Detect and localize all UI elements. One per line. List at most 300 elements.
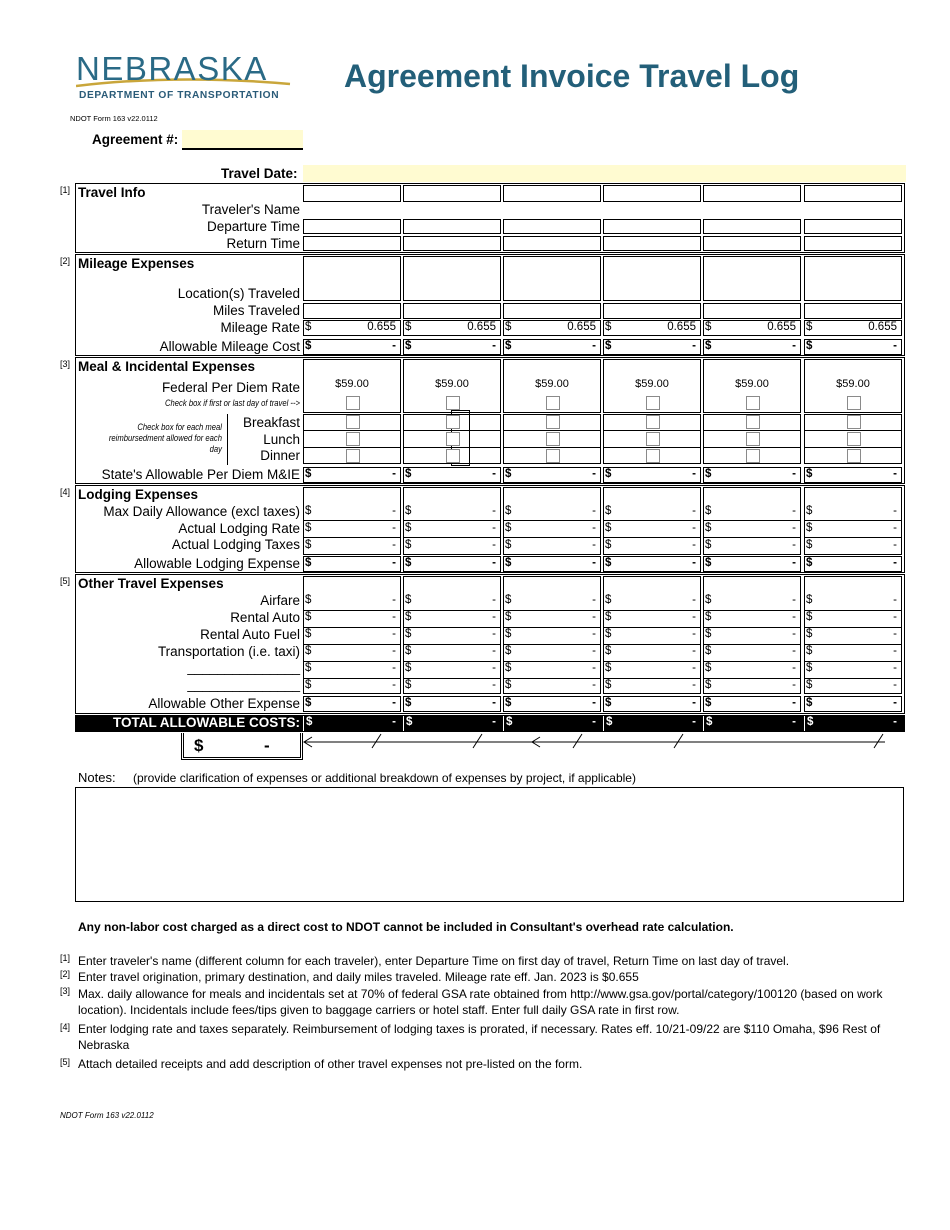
- amount-value: -: [692, 645, 696, 657]
- col3-mileage-rate: [503, 321, 601, 335]
- row-divider: [503, 610, 601, 611]
- amount-value: -: [492, 468, 496, 480]
- col2-state-allowable-per-diem-amount: [403, 468, 501, 482]
- col3-allowable-lodging-amount: [503, 557, 601, 571]
- currency-symbol: $: [806, 340, 813, 352]
- col3-rental-fuel: [503, 628, 601, 642]
- col1-locations-cell[interactable]: [303, 256, 401, 301]
- col1-total-amount: [303, 716, 401, 731]
- amount-value: -: [893, 468, 897, 480]
- currency-symbol: $: [505, 321, 512, 333]
- amount-value: -: [492, 539, 496, 551]
- col2-breakfast-checkbox[interactable]: [446, 415, 460, 429]
- col5-mileage-rate: [703, 321, 801, 335]
- col2-first-last-day-checkbox[interactable]: [446, 396, 460, 410]
- amount-value: -: [792, 662, 796, 674]
- row-divider: [303, 430, 401, 431]
- currency-symbol: $: [705, 628, 712, 640]
- fn-ref-1: [1]: [60, 185, 71, 195]
- col6-lodging-rate: [804, 522, 902, 536]
- amount-value: -: [392, 522, 396, 534]
- col6-miles-cell[interactable]: [804, 303, 902, 319]
- col3-return-time-cell[interactable]: [503, 236, 601, 251]
- currency-symbol: $: [705, 522, 712, 534]
- col2-per-diem-rate: $59.00: [435, 378, 469, 390]
- footer-form-id: NDOT Form 163 v22.0112: [60, 1111, 154, 1120]
- currency-symbol: $: [505, 340, 512, 352]
- amount-value: -: [592, 594, 596, 606]
- col4-miles-cell[interactable]: [603, 303, 701, 319]
- currency-symbol: $: [405, 697, 412, 709]
- col3-other-2: [503, 679, 601, 693]
- col3-travelers-name-cell[interactable]: [503, 185, 601, 202]
- amount-value: -: [392, 557, 396, 569]
- amount-value: -: [792, 468, 796, 480]
- row-divider: [603, 447, 701, 448]
- col5-locations-cell[interactable]: [703, 256, 801, 301]
- amount-value: -: [893, 505, 897, 517]
- col1-max-daily-allowance: [303, 505, 401, 519]
- amount-value: -: [592, 522, 596, 534]
- col6-airfare: [804, 594, 902, 608]
- col2-miles-cell[interactable]: [403, 303, 501, 319]
- col4-departure-time-cell[interactable]: [603, 219, 701, 234]
- col3-locations-cell[interactable]: [503, 256, 601, 301]
- amount-value: -: [492, 628, 496, 640]
- currency-symbol: $: [605, 594, 612, 606]
- col4-first-last-day-checkbox[interactable]: [646, 396, 660, 410]
- col1-breakfast-checkbox[interactable]: [346, 415, 360, 429]
- amount-value: -: [392, 697, 396, 709]
- agreement-number-input[interactable]: [182, 130, 303, 150]
- col2-locations-cell[interactable]: [403, 256, 501, 301]
- amount-value: -: [692, 539, 696, 551]
- col5-rental-fuel: [703, 628, 801, 642]
- label-allowable-lodging: Allowable Lodging Expense: [134, 556, 300, 571]
- row-divider: [804, 520, 902, 521]
- col2-rental-fuel: [403, 628, 501, 642]
- col5-allowable-mileage-amount: [703, 340, 801, 354]
- col2-travelers-name-cell[interactable]: [403, 185, 501, 202]
- currency-symbol: $: [705, 679, 712, 691]
- col1-departure-time-cell[interactable]: [303, 219, 401, 234]
- amount-value: -: [893, 662, 897, 674]
- currency-symbol: $: [505, 662, 512, 674]
- label-mileage-rate: Mileage Rate: [220, 320, 300, 335]
- currency-symbol: $: [305, 522, 312, 534]
- currency-symbol: $: [305, 645, 312, 657]
- col5-max-daily-allowance: [703, 505, 801, 519]
- footnote-1-text: Enter traveler's name (different column for each traveler), enter Departure Time on first day of travel, Return Time on last day of travel.: [78, 954, 790, 968]
- col3-departure-time-cell[interactable]: [503, 219, 601, 234]
- row-divider: [403, 661, 501, 662]
- amount-value: -: [893, 594, 897, 606]
- currency-symbol: $: [705, 468, 712, 480]
- amount-value: -: [492, 557, 496, 569]
- row-divider: [804, 678, 902, 679]
- col2-lunch-checkbox[interactable]: [446, 432, 460, 446]
- row-divider: [303, 447, 401, 448]
- col2-mileage-rate: [403, 321, 501, 335]
- amount-value: -: [492, 611, 496, 623]
- currency-symbol: $: [405, 611, 412, 623]
- col3-airfare: [503, 594, 601, 608]
- col1-return-time-cell[interactable]: [303, 236, 401, 251]
- currency-symbol: $: [705, 611, 712, 623]
- col3-miles-cell[interactable]: [503, 303, 601, 319]
- amount-value: -: [592, 628, 596, 640]
- amount-value: -: [492, 679, 496, 691]
- col3-max-daily-allowance: [503, 505, 601, 519]
- col5-allowable-other-amount: [703, 697, 801, 711]
- currency-symbol: $: [705, 645, 712, 657]
- currency-symbol: $: [705, 539, 712, 551]
- currency-symbol: $: [305, 539, 312, 551]
- currency-symbol: $: [505, 628, 512, 640]
- currency-symbol: $: [605, 697, 612, 709]
- col1-airfare: [303, 594, 401, 608]
- col5-state-allowable-per-diem-amount: [703, 468, 801, 482]
- currency-symbol: $: [305, 611, 312, 623]
- row-divider: [603, 644, 701, 645]
- amount-value: -: [592, 557, 596, 569]
- col5-return-time-cell[interactable]: [703, 236, 801, 251]
- amount-value: -: [392, 628, 396, 640]
- col6-lunch-checkbox[interactable]: [847, 432, 861, 446]
- meal-divider: [227, 414, 228, 465]
- currency-symbol: $: [505, 557, 512, 569]
- row-divider: [603, 610, 701, 611]
- amount-value: -: [592, 645, 596, 657]
- logo-word: NEBRASKA: [76, 50, 268, 87]
- col2-transportation: [403, 645, 501, 659]
- amount-value: -: [792, 594, 796, 606]
- row-divider: [303, 520, 401, 521]
- col3-other-1: [503, 662, 601, 676]
- col2-return-time-cell[interactable]: [403, 236, 501, 251]
- row-divider: [303, 644, 401, 645]
- currency-symbol: $: [806, 697, 813, 709]
- col5-per-diem-rate: $59.00: [735, 378, 769, 390]
- label-dinner: Dinner: [260, 448, 300, 463]
- label-lunch: Lunch: [263, 432, 300, 447]
- currency-symbol: $: [606, 716, 613, 728]
- col5-lunch-checkbox[interactable]: [746, 432, 760, 446]
- currency-symbol: $: [705, 321, 712, 333]
- amount-value: -: [392, 662, 396, 674]
- notes-hint: (provide clarification of expenses or additional breakdown of expenses by project, if applicable): [133, 771, 636, 785]
- currency-symbol: $: [705, 662, 712, 674]
- col4-other-1: [603, 662, 701, 676]
- row-divider: [503, 661, 601, 662]
- col5-breakfast-checkbox[interactable]: [746, 415, 760, 429]
- col3-dinner-checkbox[interactable]: [546, 449, 560, 463]
- row-divider: [503, 627, 601, 628]
- amount-value: -: [792, 557, 796, 569]
- currency-symbol: $: [405, 468, 412, 480]
- col4-breakfast-checkbox[interactable]: [646, 415, 660, 429]
- col4-other-2: [603, 679, 701, 693]
- col5-lodging-taxes: [703, 539, 801, 553]
- label-state-allowable-per-diem: State's Allowable Per Diem M&IE: [101, 467, 300, 482]
- row-divider: [703, 678, 801, 679]
- amount-value: -: [792, 539, 796, 551]
- currency-symbol: $: [806, 557, 813, 569]
- amount-value: -: [692, 340, 696, 352]
- currency-symbol: $: [806, 468, 813, 480]
- col1-rental-fuel: [303, 628, 401, 642]
- label-locations: Location(s) Traveled: [177, 286, 300, 301]
- currency-symbol: $: [406, 716, 413, 728]
- amount-value: -: [893, 697, 897, 709]
- amount-value: -: [893, 539, 897, 551]
- col2-dinner-checkbox[interactable]: [446, 449, 460, 463]
- col5-lodging-rate: [703, 522, 801, 536]
- col3-first-last-day-checkbox[interactable]: [546, 396, 560, 410]
- col1-miles-cell[interactable]: [303, 303, 401, 319]
- amount-value: -: [392, 505, 396, 517]
- currency-symbol: $: [505, 539, 512, 551]
- label-lodging-taxes: Actual Lodging Taxes: [171, 537, 300, 552]
- row-divider: [703, 537, 801, 538]
- col4-mileage-rate: [603, 321, 701, 335]
- amount-value: -: [592, 662, 596, 674]
- amount-value: -: [792, 716, 796, 728]
- label-rental-fuel: Rental Auto Fuel: [200, 627, 300, 642]
- col6-departure-time-cell[interactable]: [804, 219, 902, 234]
- agreement-label: Agreement #:: [92, 132, 179, 147]
- currency-symbol: $: [505, 468, 512, 480]
- col6-first-last-day-checkbox[interactable]: [847, 396, 861, 410]
- amount-value: -: [792, 645, 796, 657]
- col3-lunch-checkbox[interactable]: [546, 432, 560, 446]
- col3-lodging-taxes: [503, 539, 601, 553]
- currency-symbol: $: [605, 522, 612, 534]
- col4-travelers-name-cell[interactable]: [603, 185, 701, 202]
- col5-departure-time-cell[interactable]: [703, 219, 801, 234]
- col6-return-time-cell[interactable]: [804, 236, 902, 251]
- col1-dinner-checkbox[interactable]: [346, 449, 360, 463]
- footnote-3-text: Max. daily allowance for meals and incidentals set at 70% of federal GSA rate obtained from http://www.gsa.gov/portal/category/100120 (based on work location). Incidentals include fees/tips given to baggage carriers or hotel staff. Enter full daily GSA rate in first row.: [78, 987, 883, 1017]
- row-divider: [804, 644, 902, 645]
- footnote-4-text: Enter lodging rate and taxes separately. Reimbursement of lodging taxes is prorated, if necessary. Rates eff. 10/21-09/22 are $110 Omaha, $96 Rest of Nebraska: [78, 1022, 881, 1052]
- col6-dinner-checkbox[interactable]: [847, 449, 861, 463]
- col5-dinner-checkbox[interactable]: [746, 449, 760, 463]
- currency-symbol: $: [806, 539, 813, 551]
- row-divider: [603, 537, 701, 538]
- col2-departure-time-cell[interactable]: [403, 219, 501, 234]
- amount-value: -: [592, 468, 596, 480]
- row-divider: [403, 627, 501, 628]
- col6-allowable-mileage-amount: [804, 340, 902, 354]
- col4-return-time-cell[interactable]: [603, 236, 701, 251]
- col6-locations-cell[interactable]: [804, 256, 902, 301]
- col5-miles-cell[interactable]: [703, 303, 801, 319]
- label-allowable-mileage: Allowable Mileage Cost: [159, 339, 300, 354]
- col6-allowable-other-amount: [804, 697, 902, 711]
- col1-lunch-checkbox[interactable]: [346, 432, 360, 446]
- col2-allowable-other-amount: [403, 697, 501, 711]
- currency-symbol: $: [305, 662, 312, 674]
- amount-value: -: [692, 611, 696, 623]
- label-breakfast: Breakfast: [242, 415, 300, 430]
- currency-symbol: $: [505, 522, 512, 534]
- row-divider: [703, 520, 801, 521]
- col3-total-amount: [503, 716, 601, 731]
- amount-value: 0.655: [767, 321, 796, 333]
- col3-transportation: [503, 645, 601, 659]
- amount-value: -: [392, 645, 396, 657]
- currency-symbol: $: [405, 340, 412, 352]
- currency-symbol: $: [806, 611, 813, 623]
- label-per-diem: Federal Per Diem Rate: [161, 380, 300, 395]
- col1-lodging-taxes: [303, 539, 401, 553]
- row-divider: [503, 537, 601, 538]
- row-divider: [804, 537, 902, 538]
- label-other-blank-2: _______________: [187, 677, 300, 692]
- col1-other-2: [303, 679, 401, 693]
- amount-value: -: [592, 505, 596, 517]
- amount-value: -: [492, 662, 496, 674]
- currency-symbol: $: [605, 468, 612, 480]
- amount-value: -: [392, 539, 396, 551]
- footnote-2-num: [2]: [60, 969, 71, 979]
- currency-symbol: $: [305, 679, 312, 691]
- amount-value: -: [692, 628, 696, 640]
- amount-value: -: [692, 594, 696, 606]
- footnote-5-text: Attach detailed receipts and add description of other travel expenses not pre-listed on the form.: [78, 1057, 583, 1071]
- travel-date-label: Travel Date:: [221, 166, 298, 181]
- footnote-3-num: [3]: [60, 986, 71, 996]
- amount-value: 0.655: [567, 321, 596, 333]
- logo-department: DEPARTMENT OF TRANSPORTATION: [79, 90, 280, 101]
- currency-symbol: $: [806, 505, 813, 517]
- currency-symbol: $: [806, 645, 813, 657]
- col3-breakfast-checkbox[interactable]: [546, 415, 560, 429]
- label-miles: Miles Traveled: [212, 303, 300, 318]
- col6-rental-auto: [804, 611, 902, 625]
- col4-allowable-mileage-amount: [603, 340, 701, 354]
- currency-symbol: $: [405, 557, 412, 569]
- note-first-last-day: Check box if first or last day of travel -->: [165, 398, 300, 408]
- row-divider: [503, 430, 601, 431]
- col4-rental-auto: [603, 611, 701, 625]
- fn-ref-4: [4]: [60, 487, 71, 497]
- col5-rental-auto: [703, 611, 801, 625]
- currency-symbol: $: [306, 716, 313, 728]
- amount-value: 0.655: [367, 321, 396, 333]
- col6-mileage-rate: [804, 321, 902, 335]
- label-departure-time: Departure Time: [206, 219, 300, 234]
- label-lodging-rate: Actual Lodging Rate: [178, 521, 300, 536]
- col5-other-2: [703, 679, 801, 693]
- col2-max-daily-allowance: [403, 505, 501, 519]
- row-divider: [703, 644, 801, 645]
- fn-ref-5: [5]: [60, 576, 71, 586]
- col4-airfare: [603, 594, 701, 608]
- ndot-logo: [76, 50, 286, 106]
- row-divider: [303, 678, 401, 679]
- form-id: NDOT Form 163 v22.0112: [70, 114, 158, 123]
- row-divider: [403, 678, 501, 679]
- total-label: TOTAL ALLOWABLE COSTS:: [113, 715, 300, 730]
- row-divider: [603, 430, 701, 431]
- amount-value: -: [592, 340, 596, 352]
- grand-total-value: -: [264, 736, 270, 755]
- col1-mileage-rate: [303, 321, 401, 335]
- row-divider: [603, 520, 701, 521]
- amount-value: -: [392, 340, 396, 352]
- row-divider: [703, 610, 801, 611]
- col2-total-amount: [403, 716, 501, 731]
- amount-value: -: [392, 679, 396, 691]
- col1-allowable-mileage-amount: [303, 340, 401, 354]
- notes-textarea[interactable]: [75, 787, 904, 902]
- col4-locations-cell[interactable]: [603, 256, 701, 301]
- grand-total-symbol: $: [194, 736, 204, 755]
- currency-symbol: $: [705, 340, 712, 352]
- currency-symbol: $: [305, 321, 312, 333]
- col2-lodging-taxes: [403, 539, 501, 553]
- col1-transportation: [303, 645, 401, 659]
- col1-travelers-name-cell[interactable]: [303, 185, 401, 202]
- currency-symbol: $: [505, 594, 512, 606]
- amount-value: -: [893, 557, 897, 569]
- col1-first-last-day-checkbox[interactable]: [346, 396, 360, 410]
- col2-allowable-lodging-amount: [403, 557, 501, 571]
- lodging-title: Lodging Expenses: [78, 487, 199, 502]
- col6-transportation: [804, 645, 902, 659]
- currency-symbol: $: [806, 679, 813, 691]
- currency-symbol: $: [305, 505, 312, 517]
- col1-other-1: [303, 662, 401, 676]
- currency-symbol: $: [305, 628, 312, 640]
- row-divider: [703, 447, 801, 448]
- travel-date-input[interactable]: [303, 165, 906, 182]
- amount-value: 0.655: [467, 321, 496, 333]
- col6-travelers-name-cell[interactable]: [804, 185, 902, 202]
- col6-max-daily-allowance: [804, 505, 902, 519]
- overhead-disclaimer: Any non-labor cost charged as a direct cost to NDOT cannot be included in Consultant's overhead rate calculation.: [78, 920, 734, 934]
- row-divider: [503, 644, 601, 645]
- amount-value: -: [692, 662, 696, 674]
- amount-value: -: [392, 468, 396, 480]
- currency-symbol: $: [305, 468, 312, 480]
- col5-first-last-day-checkbox[interactable]: [746, 396, 760, 410]
- currency-symbol: $: [305, 340, 312, 352]
- row-divider: [703, 430, 801, 431]
- currency-symbol: $: [405, 539, 412, 551]
- col5-travelers-name-cell[interactable]: [703, 185, 801, 202]
- row-divider: [503, 520, 601, 521]
- amount-value: -: [492, 716, 496, 728]
- row-divider: [303, 661, 401, 662]
- col4-dinner-checkbox[interactable]: [646, 449, 660, 463]
- row-divider: [804, 430, 902, 431]
- currency-symbol: $: [305, 557, 312, 569]
- col3-lodging-rate: [503, 522, 601, 536]
- col6-lodging-taxes: [804, 539, 902, 553]
- row-divider: [303, 537, 401, 538]
- amount-value: 0.655: [667, 321, 696, 333]
- col4-lunch-checkbox[interactable]: [646, 432, 660, 446]
- amount-value: -: [893, 679, 897, 691]
- amount-value: -: [893, 645, 897, 657]
- currency-symbol: $: [807, 716, 814, 728]
- col5-transportation: [703, 645, 801, 659]
- row-divider: [804, 447, 902, 448]
- col6-breakfast-checkbox[interactable]: [847, 415, 861, 429]
